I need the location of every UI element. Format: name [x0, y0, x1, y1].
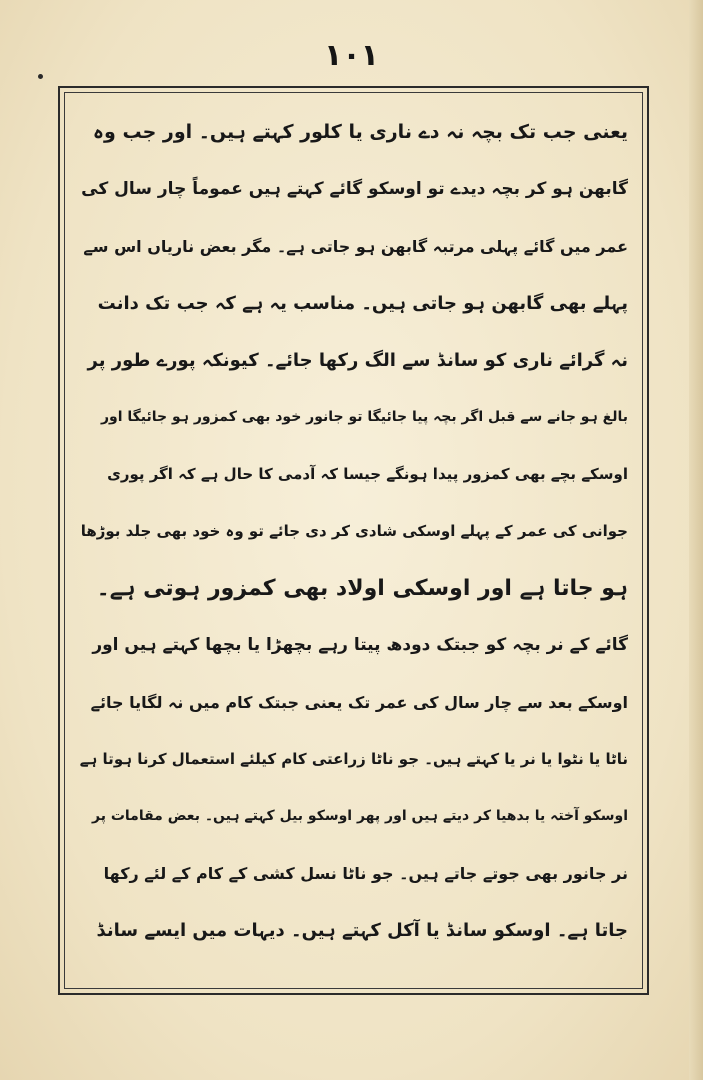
text-line: عمر میں گائے پہلی مرتبہ گابھن ہو جاتی ہے۔ مگر بعض ناریاں اس سے	[83, 237, 628, 256]
text-line: پہلے بھی گابھن ہو جاتی ہیں۔ مناسب یہ ہے کہ جب تک دانت	[97, 293, 628, 314]
ink-dot	[38, 74, 43, 79]
text-line: اوسکو آختہ یا بدھیا کر دیتے ہیں اور پھر اوسکو بیل کہتے ہیں۔ بعض مقامات پر	[92, 808, 628, 824]
text-line: اوسکے بچے بھی کمزور پیدا ہونگے جیسا کہ آدمی کا حال ہے کہ اگر پوری	[107, 465, 628, 483]
text-line: بالغ ہو جانے سے قبل اگر بچہ پیا جائیگا تو جانور خود بھی کمزور ہو جائیگا اور	[100, 409, 628, 425]
text-line: اوسکے بعد سے چار سال کی عمر تک یعنی جبتک کام میں نہ لگایا جائے	[90, 693, 628, 712]
text-line: یعنی جب تک بچہ نہ دے ناری یا کلور کہتے ہیں۔ اور جب وہ	[92, 121, 628, 143]
text-line: جاتا ہے۔ اوسکو سانڈ یا آکل کہتے ہیں۔ دیہات میں ایسے سانڈ	[96, 920, 628, 941]
body-text	[76, 104, 628, 974]
page-edge	[689, 0, 703, 1080]
text-line: ہو جاتا ہے اور اوسکی اولاد بھی کمزور ہوتی ہے۔	[96, 576, 628, 601]
text-line: ناٹا یا نٹوا یا نر یا کہتے ہیں۔ جو ناٹا زراعتی کام کیلئے استعمال کرنا ہوتا ہے	[79, 750, 628, 768]
text-line: نہ گرائے ناری کو سانڈ سے الگ رکھا جائے۔ کیونکہ پورے طور پر	[87, 350, 628, 371]
text-line: جوانی کی عمر کے پہلے اوسکی شادی کر دی جائے تو وہ خود بھی جلد بوڑھا	[80, 522, 628, 540]
text-line: نر جانور بھی جوتے جاتے ہیں۔ جو ناٹا نسل کشی کے کام کے لئے رکھا	[103, 864, 628, 883]
text-line: گابھن ہو کر بچہ دیدے تو اوسکو گائے کہتے ہیں عموماً چار سال کی	[81, 179, 628, 199]
page-number: ۱۰۱	[324, 38, 379, 73]
text-line: گائے کے نر بچہ کو جبتک دودھ پیتا رہے بچھڑا یا بچھا کہتے ہیں اور	[92, 635, 628, 655]
